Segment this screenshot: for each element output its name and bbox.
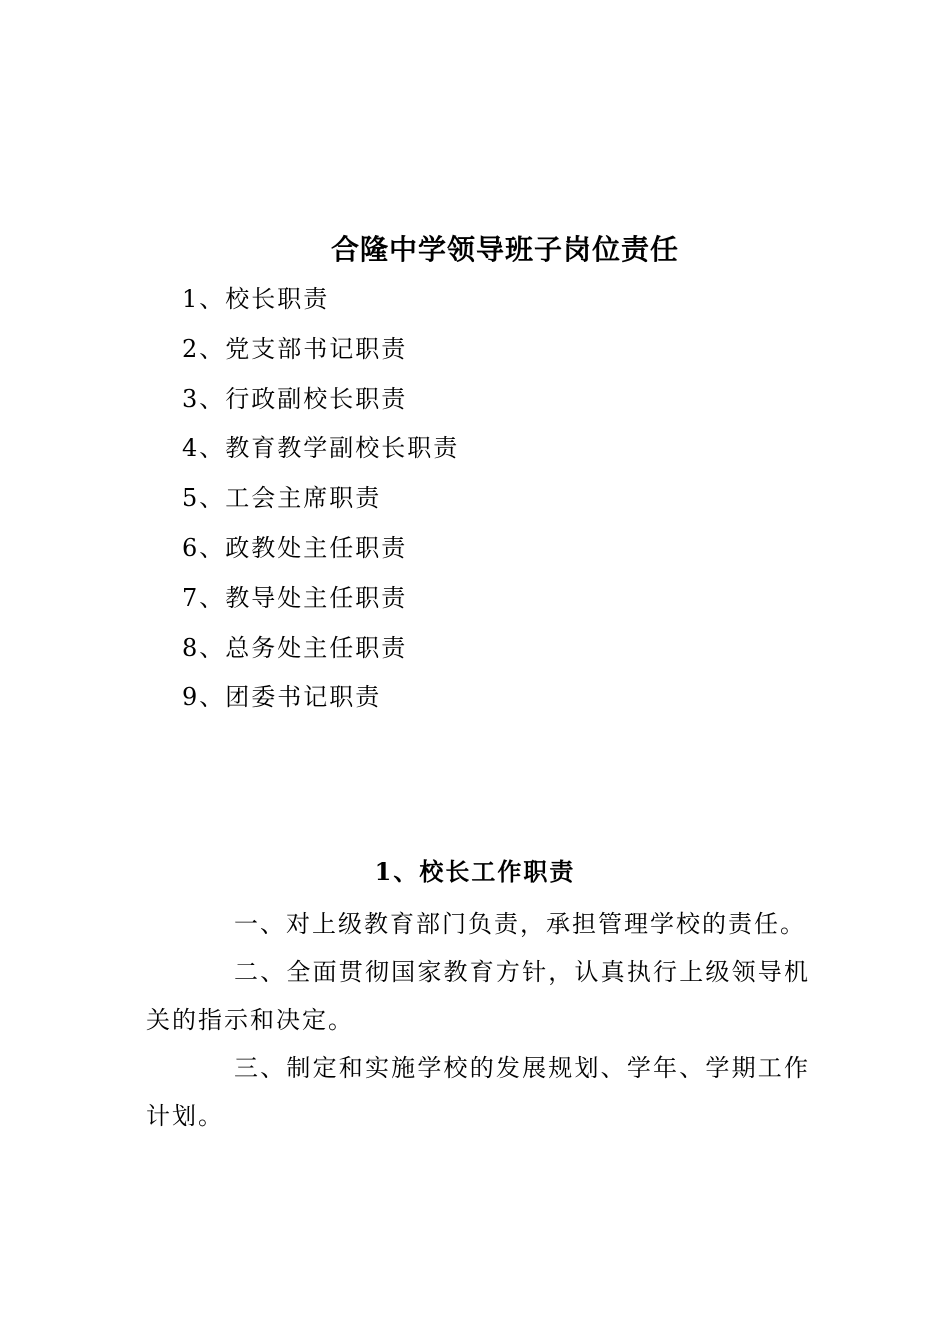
- paragraph-1: 一、对上级教育部门负责，承担管理学校的责任。: [234, 910, 806, 938]
- toc-item-9: 9、团委书记职责: [182, 683, 382, 712]
- toc-item-3: 3、行政副校长职责: [182, 384, 408, 413]
- paragraph-2: 二、全面贯彻国家教育方针，认真执行上级领导机关的指示和决定。: [146, 958, 810, 1034]
- toc-item-6: 6、政教处主任职责: [182, 533, 408, 562]
- toc-item-2: 2、党支部书记职责: [182, 334, 408, 363]
- toc-item-8: 8、总务处主任职责: [182, 633, 408, 662]
- section-body: [146, 900, 810, 1140]
- toc-item-1: 1、校长职责: [182, 285, 330, 313]
- section-title: 1、校长工作职责: [374, 857, 576, 886]
- document-title: 合隆中学领导班子岗位责任: [330, 233, 679, 266]
- toc-item-5: 5、工会主席职责: [182, 484, 382, 513]
- paragraph-3: 三、制定和实施学校的发展规划、学年、学期工作计划。: [146, 1054, 810, 1130]
- toc-item-4: 4、教育教学副校长职责: [182, 434, 460, 463]
- toc-item-7: 7、教导处主任职责: [182, 583, 408, 612]
- table-of-contents: [182, 280, 459, 728]
